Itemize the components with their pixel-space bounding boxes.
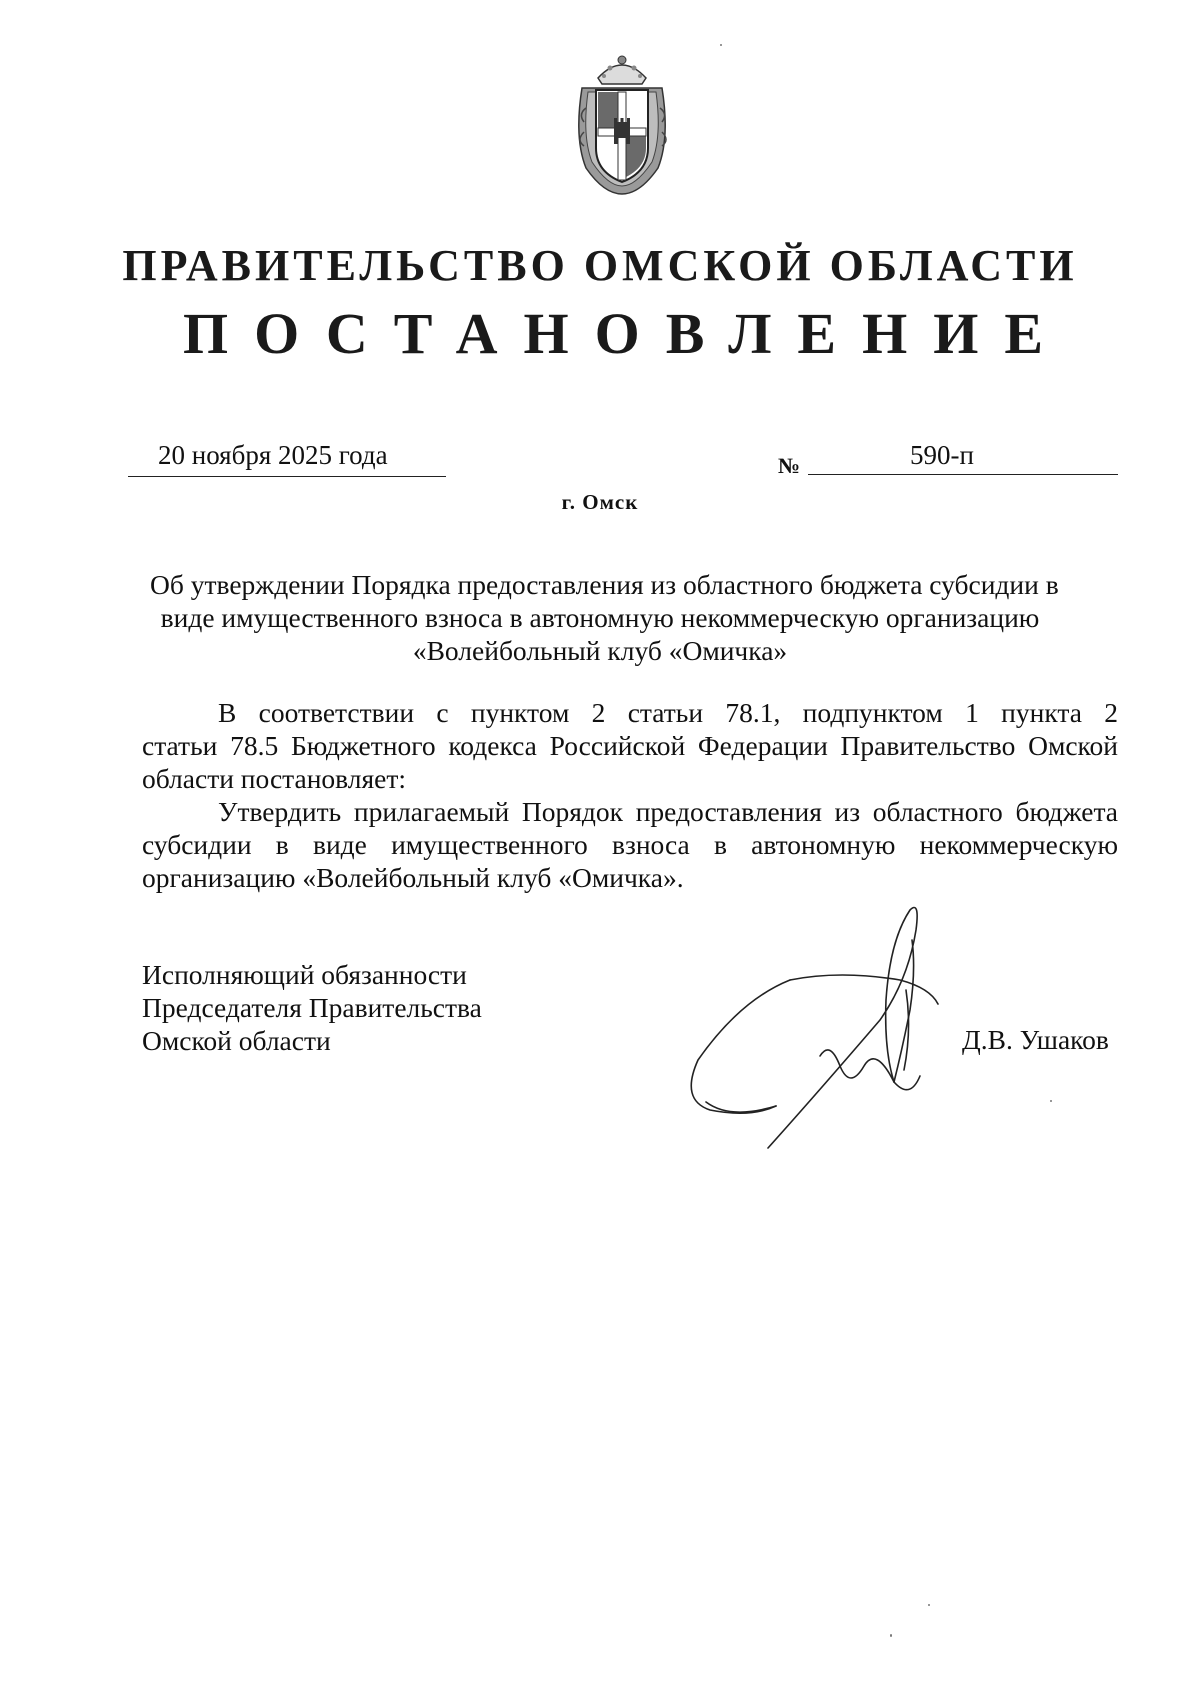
handwritten-signature-icon (680, 870, 1000, 1150)
position-line: Председателя Правительства (142, 992, 482, 1023)
scan-speck (928, 1604, 930, 1606)
document-body (142, 696, 1118, 894)
date-field (128, 440, 446, 477)
scan-speck (890, 1634, 892, 1637)
position-line: Омской области (142, 1025, 331, 1056)
body-line: Утвердить прилагаемый Порядок предоставления из областного бюджета (218, 796, 1118, 827)
document-type-title: ПОСТАНОВЛЕНИЕ (182, 301, 1070, 366)
subject-line: Об утверждении Порядка предоставления из областного бюджета субсидии в (150, 569, 1059, 600)
document-date: 20 ноября 2025 года (158, 440, 388, 470)
scan-speck (1050, 1100, 1052, 1102)
scan-speck (720, 44, 722, 46)
body-line: субсидии в виде имущественного взноса в автономную некоммерческую (142, 829, 1118, 860)
signer-name: Д.В. Ушаков (962, 1024, 1109, 1055)
document-subject (150, 568, 1059, 667)
position-line: Исполняющий обязанности (142, 959, 467, 990)
body-line: В соответствии с пунктом 2 статьи 78.1, подпунктом 1 пункта 2 (218, 697, 1118, 728)
organization-title: ПРАВИТЕЛЬСТВО ОМСКОЙ ОБЛАСТИ (122, 241, 1078, 290)
city-label: г. Омск (561, 490, 639, 514)
number-underline (808, 474, 1118, 475)
body-line: организацию «Волейбольный клуб «Омичка». (142, 862, 684, 893)
subject-line: «Волейбольный клуб «Омичка» (412, 635, 788, 666)
body-line: области постановляет: (142, 763, 407, 794)
subject-line: виде имущественного взноса в автономную некоммерческую организацию (160, 602, 1040, 633)
signatory-position (142, 958, 482, 1057)
body-line: статьи 78.5 Бюджетного кодекса Российской Федерации Правительство Омской (142, 730, 1118, 761)
number-sign: № (778, 453, 801, 478)
document-number: 590-п (910, 440, 974, 470)
coat-of-arms-icon (568, 48, 676, 196)
